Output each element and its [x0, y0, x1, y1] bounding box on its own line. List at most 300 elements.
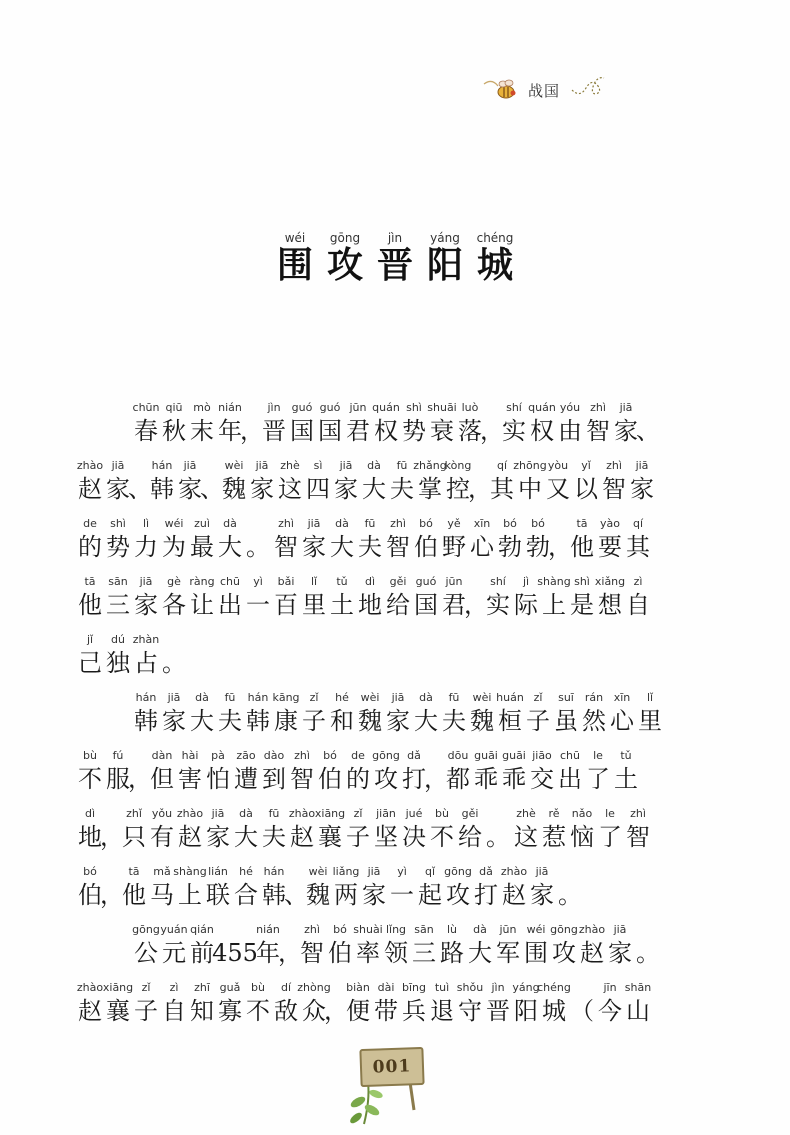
pinyin: gěi — [461, 807, 479, 820]
character — [173, 864, 207, 910]
character — [244, 690, 272, 736]
hanzi: 三 — [106, 591, 130, 619]
pinyin: xīn — [613, 691, 631, 704]
punctuation — [556, 864, 584, 910]
pinyin: chū — [220, 575, 240, 588]
character — [160, 516, 188, 562]
hanzi: 大 — [190, 707, 214, 735]
hanzi: 一 — [390, 881, 414, 909]
character — [428, 980, 456, 1026]
pinyin: dǎ — [479, 865, 493, 878]
pinyin: jiā — [307, 517, 321, 530]
character — [400, 980, 428, 1026]
pinyin: kòng — [444, 459, 472, 472]
text-line — [76, 852, 748, 910]
hanzi: 服 — [106, 765, 130, 793]
character — [572, 458, 600, 504]
pinyin: shí — [506, 401, 522, 414]
pinyin: hài — [181, 749, 199, 762]
character — [412, 516, 440, 562]
pinyin: nián — [218, 401, 242, 414]
hanzi: 子 — [302, 707, 326, 735]
hanzi: 赵 — [290, 823, 314, 851]
hanzi: 众 — [302, 997, 326, 1025]
pinyin: zhì — [390, 517, 406, 530]
character — [160, 690, 188, 736]
punctuation — [484, 806, 512, 852]
title-pinyin: gōng — [326, 231, 363, 245]
pinyin: lǐng — [385, 923, 407, 936]
pinyin: jiā — [255, 459, 269, 472]
hanzi: 权 — [374, 417, 398, 445]
hanzi: 其 — [626, 533, 650, 561]
hanzi: 夫 — [358, 533, 382, 561]
hanzi: 455 — [212, 939, 258, 967]
pinyin: zǐ — [309, 691, 319, 704]
hanzi: 国 — [414, 591, 438, 619]
character — [104, 574, 132, 620]
punctuation — [464, 574, 488, 620]
character — [132, 516, 160, 562]
hanzi: 伯 — [414, 533, 438, 561]
character — [512, 806, 540, 852]
character — [272, 574, 300, 620]
character — [316, 806, 344, 852]
pinyin: zhì — [304, 923, 320, 936]
hanzi: 。 — [246, 533, 270, 561]
pinyin: zhōng — [513, 459, 547, 472]
character — [384, 516, 412, 562]
hanzi: 赵 — [78, 997, 102, 1025]
hanzi: 了 — [586, 765, 610, 793]
hanzi: 夫 — [390, 475, 414, 503]
character — [537, 980, 571, 1026]
character — [372, 748, 400, 794]
pinyin: tuì — [434, 981, 450, 994]
character — [188, 574, 216, 620]
character — [328, 516, 356, 562]
character — [220, 458, 248, 504]
character — [272, 690, 300, 736]
hanzi: 家 — [362, 881, 386, 909]
pinyin: jiā — [391, 691, 405, 704]
character — [316, 748, 344, 794]
pinyin: qiū — [165, 401, 183, 414]
pinyin: chéng — [537, 981, 571, 994]
character — [400, 400, 428, 446]
pinyin: jiā — [635, 459, 649, 472]
pinyin: dì — [364, 575, 376, 588]
character — [500, 748, 528, 794]
character — [528, 748, 556, 794]
character — [216, 516, 244, 562]
text-line — [76, 968, 748, 1026]
character — [76, 574, 104, 620]
pinyin: shuài — [353, 923, 383, 936]
hanzi: 勃 — [526, 533, 550, 561]
hanzi: 了 — [598, 823, 622, 851]
pinyin: hán — [135, 691, 157, 704]
character — [636, 690, 664, 736]
character — [413, 458, 447, 504]
pinyin: ràng — [189, 575, 215, 588]
character — [176, 806, 204, 852]
hanzi: 然 — [582, 707, 606, 735]
hanzi: 家 — [134, 591, 158, 619]
character — [244, 574, 272, 620]
character — [372, 806, 400, 852]
pinyin: dà — [473, 923, 487, 936]
character — [356, 516, 384, 562]
character — [628, 458, 656, 504]
pinyin: jué — [405, 807, 423, 820]
character — [328, 574, 356, 620]
pinyin: chū — [560, 749, 580, 762]
text-line — [76, 678, 748, 736]
pinyin: jiā — [183, 459, 197, 472]
character — [148, 458, 176, 504]
pinyin: de — [351, 749, 365, 762]
pinyin: jiā — [619, 401, 633, 414]
punctuation — [324, 980, 348, 1026]
hanzi: 国 — [318, 417, 342, 445]
pinyin: zhì — [278, 517, 294, 530]
text-line — [76, 562, 748, 620]
character — [260, 400, 288, 446]
hanzi: 攻 — [374, 765, 398, 793]
character — [232, 748, 260, 794]
character — [596, 574, 624, 620]
hanzi: 有 — [150, 823, 174, 851]
character — [568, 806, 596, 852]
pinyin: jiā — [111, 459, 125, 472]
hanzi: 赵 — [502, 881, 526, 909]
character — [132, 400, 160, 446]
text-line — [76, 504, 748, 562]
character — [568, 516, 596, 562]
hanzi: 守 — [458, 997, 482, 1025]
pinyin: dú — [111, 633, 125, 646]
hanzi: 子 — [526, 707, 550, 735]
punctuation — [284, 864, 308, 910]
character — [608, 690, 636, 736]
character — [304, 458, 332, 504]
hanzi: 襄 — [318, 823, 342, 851]
hanzi: ， — [324, 997, 348, 1025]
hanzi: 不 — [246, 997, 270, 1025]
text-line — [76, 736, 748, 794]
page-title — [0, 232, 790, 288]
pinyin: shǒu — [456, 981, 484, 994]
character — [132, 574, 160, 620]
punctuation — [634, 922, 662, 968]
pinyin: bīng — [402, 981, 426, 994]
hanzi: 家 — [334, 475, 358, 503]
title-pinyin: yáng — [426, 231, 463, 245]
character — [76, 632, 104, 678]
pinyin: guāi — [474, 749, 498, 762]
character — [472, 864, 500, 910]
chapter-header — [482, 72, 622, 112]
text-line — [76, 620, 748, 678]
character — [528, 864, 556, 910]
hanzi: 魏 — [470, 707, 494, 735]
hanzi: 领 — [384, 939, 408, 967]
character — [160, 574, 188, 620]
character — [212, 922, 258, 968]
pinyin: jiā — [211, 807, 225, 820]
hanzi: 家 — [106, 475, 130, 503]
hanzi: 掌 — [418, 475, 442, 503]
hanzi: 率 — [356, 939, 380, 967]
pinyin: sì — [313, 459, 323, 472]
character — [512, 980, 540, 1026]
punctuation — [424, 748, 448, 794]
hanzi: 土 — [330, 591, 354, 619]
hanzi: 康 — [274, 707, 298, 735]
character — [104, 632, 132, 678]
pinyin: gè — [167, 575, 181, 588]
pinyin: bó — [323, 749, 337, 762]
character — [578, 922, 606, 968]
pinyin: xiāng — [314, 807, 346, 820]
pinyin: jīn — [603, 981, 617, 994]
hanzi: 公 — [134, 939, 158, 967]
pinyin: gōng — [550, 923, 578, 936]
hanzi: 、 — [200, 475, 224, 503]
pinyin: yòu — [547, 459, 569, 472]
hanzi: 不 — [430, 823, 454, 851]
pinyin: lián — [208, 865, 228, 878]
character — [204, 806, 232, 852]
character — [104, 980, 132, 1026]
title-char — [422, 232, 468, 288]
character — [204, 864, 232, 910]
character — [428, 400, 456, 446]
character — [188, 690, 216, 736]
pinyin: dà — [195, 691, 209, 704]
punctuation — [468, 458, 492, 504]
pinyin: yáng — [512, 981, 540, 994]
hanzi: 大 — [234, 823, 258, 851]
hanzi: 打 — [474, 881, 498, 909]
character — [288, 806, 316, 852]
character — [494, 922, 522, 968]
pinyin: dà — [239, 807, 253, 820]
hanzi: 智 — [300, 939, 324, 967]
hanzi: ， — [278, 939, 302, 967]
pinyin: gěi — [389, 575, 407, 588]
hanzi: 末 — [190, 417, 214, 445]
pinyin: wèi — [360, 691, 380, 704]
hanzi: 乖 — [474, 765, 498, 793]
hanzi: ， — [464, 591, 488, 619]
pinyin: lì — [142, 517, 150, 530]
pinyin: jiā — [339, 459, 353, 472]
hanzi: 敌 — [274, 997, 298, 1025]
hanzi: 伯 — [318, 765, 342, 793]
hanzi: 联 — [206, 881, 230, 909]
hanzi: 、 — [636, 417, 660, 445]
character — [176, 748, 204, 794]
hanzi: 大 — [218, 533, 242, 561]
hanzi: 赵 — [78, 475, 102, 503]
character — [288, 748, 316, 794]
hanzi: 家 — [250, 475, 274, 503]
character — [544, 458, 572, 504]
pinyin: yǒu — [151, 807, 173, 820]
pinyin: fú — [112, 749, 124, 762]
pinyin: bǎi — [277, 575, 295, 588]
pinyin: qǐ — [424, 865, 436, 878]
character — [160, 980, 188, 1026]
pinyin: qián — [190, 923, 214, 936]
pinyin: yě — [447, 517, 461, 530]
pinyin: jiā — [613, 923, 627, 936]
pinyin: zì — [633, 575, 643, 588]
hanzi: 夫 — [442, 707, 466, 735]
hanzi: 但 — [150, 765, 174, 793]
title-hanzi: 晋 — [376, 245, 413, 286]
hanzi: 智 — [602, 475, 626, 503]
pinyin: dà — [367, 459, 381, 472]
pinyin: de — [83, 517, 97, 530]
pinyin: pà — [211, 749, 225, 762]
pinyin: zāo — [236, 749, 256, 762]
pinyin: guó — [319, 401, 341, 414]
hanzi: 心 — [610, 707, 634, 735]
hanzi: 伯 — [78, 881, 102, 909]
hanzi: 权 — [530, 417, 554, 445]
pinyin: jūn — [349, 401, 367, 414]
character — [540, 806, 568, 852]
character — [300, 690, 328, 736]
hanzi: 寡 — [218, 997, 242, 1025]
pinyin: jìn — [491, 981, 505, 994]
punctuation — [200, 458, 224, 504]
title-char — [322, 232, 368, 288]
hanzi: 魏 — [358, 707, 382, 735]
character — [300, 516, 328, 562]
hanzi: 里 — [302, 591, 326, 619]
pinyin: tǔ — [336, 575, 348, 588]
hanzi: 上 — [178, 881, 202, 909]
title-hanzi: 攻 — [326, 245, 363, 286]
pinyin: dì — [84, 807, 96, 820]
hanzi: 家 — [162, 707, 186, 735]
character — [356, 574, 384, 620]
hanzi: 心 — [470, 533, 494, 561]
title-hanzi: 城 — [476, 245, 514, 286]
title-pinyin: chéng — [476, 231, 514, 245]
hanzi: 家 — [630, 475, 654, 503]
title-char — [272, 232, 318, 288]
character — [624, 806, 652, 852]
punctuation — [100, 806, 124, 852]
pinyin: jǐ — [86, 633, 94, 646]
hanzi: 百 — [274, 591, 298, 619]
hanzi: 子 — [346, 823, 370, 851]
pinyin: shí — [490, 575, 506, 588]
pinyin: bó — [419, 517, 433, 530]
character — [624, 574, 652, 620]
hanzi: 遭 — [234, 765, 258, 793]
pinyin: kāng — [272, 691, 300, 704]
character — [624, 980, 652, 1026]
hanzi: 勃 — [498, 533, 522, 561]
hanzi: ， — [100, 823, 124, 851]
character — [232, 864, 260, 910]
pinyin: nǎo — [571, 807, 593, 820]
hanzi: 地 — [358, 591, 382, 619]
pinyin: zhào — [288, 807, 316, 820]
pinyin: dài — [377, 981, 395, 994]
pinyin: jiā — [367, 865, 381, 878]
pinyin: zhàn — [132, 633, 160, 646]
character — [344, 400, 372, 446]
character — [344, 980, 372, 1026]
punctuation — [636, 400, 660, 446]
pinyin: fū — [396, 459, 408, 472]
pinyin: hé — [335, 691, 349, 704]
bee-icon — [482, 74, 522, 104]
character — [484, 980, 512, 1026]
pinyin: yuán — [160, 923, 188, 936]
pinyin: mǎ — [153, 865, 171, 878]
hanzi: 家 — [206, 823, 230, 851]
text-line — [76, 388, 748, 446]
pinyin: dà — [335, 517, 349, 530]
character — [300, 574, 328, 620]
pinyin: hán — [151, 459, 173, 472]
character — [584, 748, 612, 794]
hanzi: 衰 — [430, 417, 454, 445]
pinyin: tā — [84, 575, 96, 588]
pinyin: dào — [263, 749, 285, 762]
hanzi: 晋 — [486, 997, 510, 1025]
title-hanzi: 围 — [276, 245, 313, 286]
title-pinyin: wéi — [276, 231, 313, 245]
pinyin: shàng — [173, 865, 207, 878]
hanzi: 独 — [106, 649, 130, 677]
character — [500, 864, 528, 910]
pinyin: hán — [247, 691, 269, 704]
character — [188, 980, 216, 1026]
hanzi: 要 — [598, 533, 622, 561]
character — [76, 516, 104, 562]
character — [556, 400, 584, 446]
pinyin: zì — [169, 981, 179, 994]
character — [524, 690, 552, 736]
character — [568, 574, 596, 620]
hanzi: 让 — [190, 591, 214, 619]
hanzi: 子 — [134, 997, 158, 1025]
character — [188, 516, 216, 562]
hanzi: 智 — [586, 417, 610, 445]
pinyin: jiā — [139, 575, 153, 588]
punctuation — [244, 516, 272, 562]
pinyin: zhào — [76, 981, 104, 994]
hanzi: 。 — [486, 823, 510, 851]
character — [488, 458, 516, 504]
character — [384, 574, 412, 620]
hanzi: 虽 — [554, 707, 578, 735]
pinyin: zhào — [578, 923, 606, 936]
hanzi: 君 — [442, 591, 466, 619]
character — [132, 980, 160, 1026]
character — [326, 922, 354, 968]
character — [388, 864, 416, 910]
